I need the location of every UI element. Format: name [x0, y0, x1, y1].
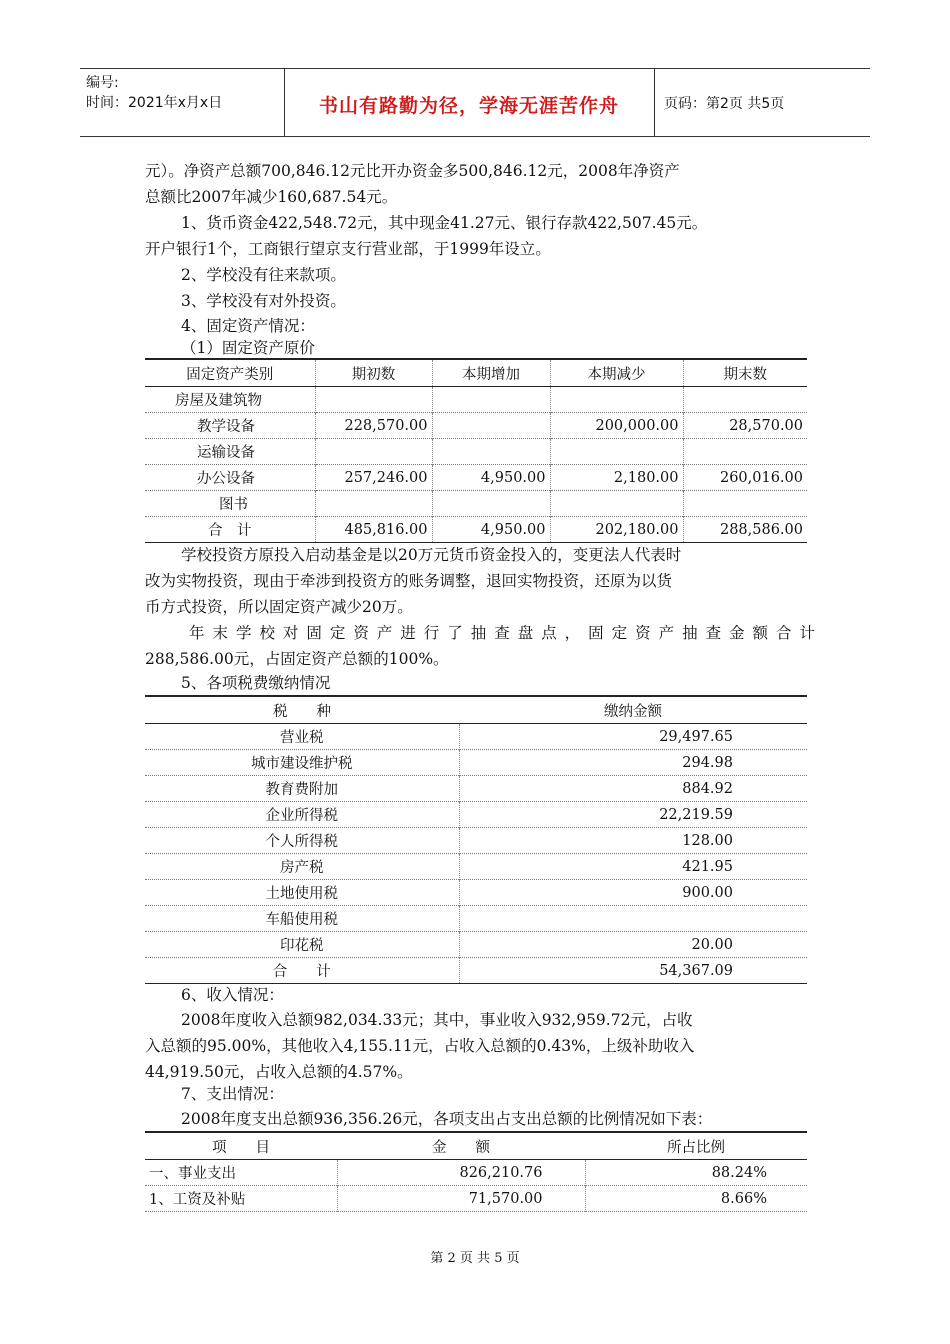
cell-closing — [683, 491, 807, 517]
cell-amount: 71,570.00 — [337, 1186, 585, 1212]
text-line: 年末学校对固定资产进行了抽查盘点，固定资产抽查金额合计 — [189, 624, 815, 642]
cell-item: 一、事业支出 — [149, 1166, 236, 1182]
cell-increase — [432, 387, 550, 413]
column-header: 期初数 — [315, 359, 432, 387]
subsection-fixed-assets-cost: （1）固定资产原价 — [181, 339, 315, 357]
table-header-row — [145, 359, 807, 387]
table-row — [145, 776, 807, 802]
cell-amount: 900.00 — [459, 880, 807, 906]
cell-increase — [432, 439, 550, 465]
cell-opening — [315, 439, 432, 465]
cell-closing — [683, 387, 807, 413]
cell-amount: 421.95 — [459, 854, 807, 880]
cell-amount: 128.00 — [459, 828, 807, 854]
page-header — [80, 68, 870, 137]
column-header: 本期减少 — [550, 359, 683, 387]
column-header: 本期增加 — [432, 359, 550, 387]
cell-tax-type: 房产税 — [280, 860, 324, 876]
cell-tax-type: 车船使用税 — [265, 912, 338, 928]
page-footer: 第 2 页 共 5 页 — [430, 1251, 520, 1266]
section-fixed-assets: 4、固定资产情况： — [181, 317, 315, 335]
cell-category: 合 计 — [208, 523, 252, 539]
cell-category: 房屋及建筑物 — [175, 393, 262, 409]
header-motto: 书山有路勤为径，学海无涯苦作舟 — [318, 95, 619, 117]
cell-amount: 54,367.09 — [459, 958, 807, 984]
table-row — [145, 1186, 807, 1212]
cell-decrease — [550, 387, 683, 413]
table-row — [145, 1160, 807, 1186]
cell-decrease: 202,180.00 — [550, 517, 683, 543]
cell-opening: 257,246.00 — [315, 465, 432, 491]
cell-amount — [459, 906, 807, 932]
cell-closing — [683, 439, 807, 465]
cell-amount: 826,210.76 — [337, 1160, 585, 1186]
paragraph-no-investment: 3、学校没有对外投资。 — [181, 292, 346, 310]
paragraph-fixed-asset-reduction — [145, 542, 815, 620]
section-taxes: 5、各项税费缴纳情况 — [181, 674, 331, 692]
table-row — [145, 724, 807, 750]
table-header-row — [145, 696, 807, 724]
cell-tax-type: 教育费附加 — [265, 782, 338, 798]
cell-decrease — [550, 491, 683, 517]
section-expenses: 7、支出情况： — [181, 1085, 284, 1103]
text-line: 总额比2007年减少160,687.54元。 — [145, 188, 398, 206]
cell-increase — [432, 413, 550, 439]
table-row — [145, 854, 807, 880]
table-row — [145, 491, 807, 517]
section-income: 6、收入情况： — [181, 986, 284, 1004]
table-row — [145, 439, 807, 465]
paragraph-asset-inventory — [145, 620, 815, 672]
cell-tax-type: 合 计 — [272, 964, 331, 980]
cell-closing: 288,586.00 — [683, 517, 807, 543]
header-meta — [86, 73, 222, 113]
paragraph-net-assets — [145, 158, 815, 210]
column-header: 税 种 — [273, 703, 331, 720]
text-line: 学校投资方原投入启动基金是以20万元货币资金投入的，变更法人代表时 — [181, 546, 682, 564]
text-line: 元）。净资产总额700,846.12元比开办资金多500,846.12元，2008年净资产 — [145, 162, 680, 180]
table-row — [145, 906, 807, 932]
cell-category: 办公设备 — [197, 471, 255, 487]
table-header-row — [145, 1132, 807, 1160]
column-header: 项 目 — [212, 1139, 270, 1156]
cell-tax-type: 城市建设维护税 — [251, 756, 353, 772]
cell-amount: 884.92 — [459, 776, 807, 802]
column-header: 期末数 — [683, 359, 807, 387]
cell-category: 教学设备 — [197, 419, 255, 435]
table-row — [145, 387, 807, 413]
table-total-row — [145, 958, 807, 984]
cell-item: 1、工资及补贴 — [149, 1192, 246, 1208]
table-row — [145, 932, 807, 958]
column-header: 缴纳金额 — [604, 703, 662, 720]
cell-amount: 294.98 — [459, 750, 807, 776]
column-header: 所占比例 — [667, 1139, 725, 1156]
text-line: 币方式投资，所以固定资产减少20万。 — [145, 598, 413, 616]
cell-category: 图书 — [219, 497, 248, 513]
date-label: 时间：2021年x月x日 — [86, 95, 223, 111]
table-row — [145, 880, 807, 906]
cell-increase: 4,950.00 — [432, 517, 550, 543]
cell-opening — [315, 387, 432, 413]
cell-opening: 228,570.00 — [315, 413, 432, 439]
table-row — [145, 465, 807, 491]
cell-tax-type: 营业税 — [280, 730, 324, 746]
paragraph-income — [145, 1007, 815, 1085]
fixed-assets-table — [145, 358, 807, 543]
cell-amount: 20.00 — [459, 932, 807, 958]
cell-decrease — [550, 439, 683, 465]
table-total-row — [145, 517, 807, 543]
table-row — [145, 413, 807, 439]
table-row — [145, 828, 807, 854]
text-line: 2008年度收入总额982,034.33元；其中，事业收入932,959.72元，占收 — [181, 1011, 693, 1029]
text-line: 入总额的95.00%，其他收入4,155.11元，占收入总额的0.43%，上级补助收入 — [145, 1037, 695, 1055]
taxes-table — [145, 695, 807, 984]
text-line: 1、货币资金422,548.72元，其中现金41.27元、银行存款422,507.45元。 — [181, 214, 708, 232]
cell-amount: 22,219.59 — [459, 802, 807, 828]
cell-tax-type: 个人所得税 — [265, 834, 338, 850]
text-line: 改为实物投资，现由于牵涉到投资方的账务调整，退回实物投资，还原为以货 — [145, 572, 673, 590]
column-header: 固定资产类别 — [186, 366, 274, 383]
cell-tax-type: 企业所得税 — [265, 808, 338, 824]
text-line: 288,586.00元，占固定资产总额的100%。 — [145, 650, 449, 668]
cell-tax-type: 印花税 — [280, 938, 324, 954]
cell-decrease: 200,000.00 — [550, 413, 683, 439]
table-row — [145, 802, 807, 828]
number-label: 编号: — [86, 75, 119, 91]
text-line: 44,919.50元，占收入总额的4.57%。 — [145, 1063, 413, 1081]
cell-opening: 485,816.00 — [315, 517, 432, 543]
column-header: 金 额 — [432, 1139, 490, 1156]
paragraph-expenses: 2008年度支出总额936,356.26元，各项支出占支出总额的比例情况如下表： — [181, 1110, 713, 1128]
text-line: 开户银行1个，工商银行望京支行营业部，于1999年设立。 — [145, 240, 551, 258]
cell-tax-type: 土地使用税 — [265, 886, 338, 902]
cell-amount: 29,497.65 — [459, 724, 807, 750]
expenses-table — [145, 1131, 807, 1212]
paragraph-no-receivables: 2、学校没有往来款项。 — [181, 266, 346, 284]
cell-closing: 28,570.00 — [683, 413, 807, 439]
header-page-number: 页码：第2页 共5页 — [664, 96, 785, 112]
cell-increase — [432, 491, 550, 517]
paragraph-cash — [145, 210, 815, 262]
cell-closing: 260,016.00 — [683, 465, 807, 491]
cell-category: 运输设备 — [197, 445, 255, 461]
header-divider — [654, 69, 655, 136]
cell-ratio: 8.66% — [585, 1186, 807, 1212]
cell-opening — [315, 491, 432, 517]
table-row — [145, 750, 807, 776]
cell-decrease: 2,180.00 — [550, 465, 683, 491]
cell-ratio: 88.24% — [585, 1160, 807, 1186]
cell-increase: 4,950.00 — [432, 465, 550, 491]
